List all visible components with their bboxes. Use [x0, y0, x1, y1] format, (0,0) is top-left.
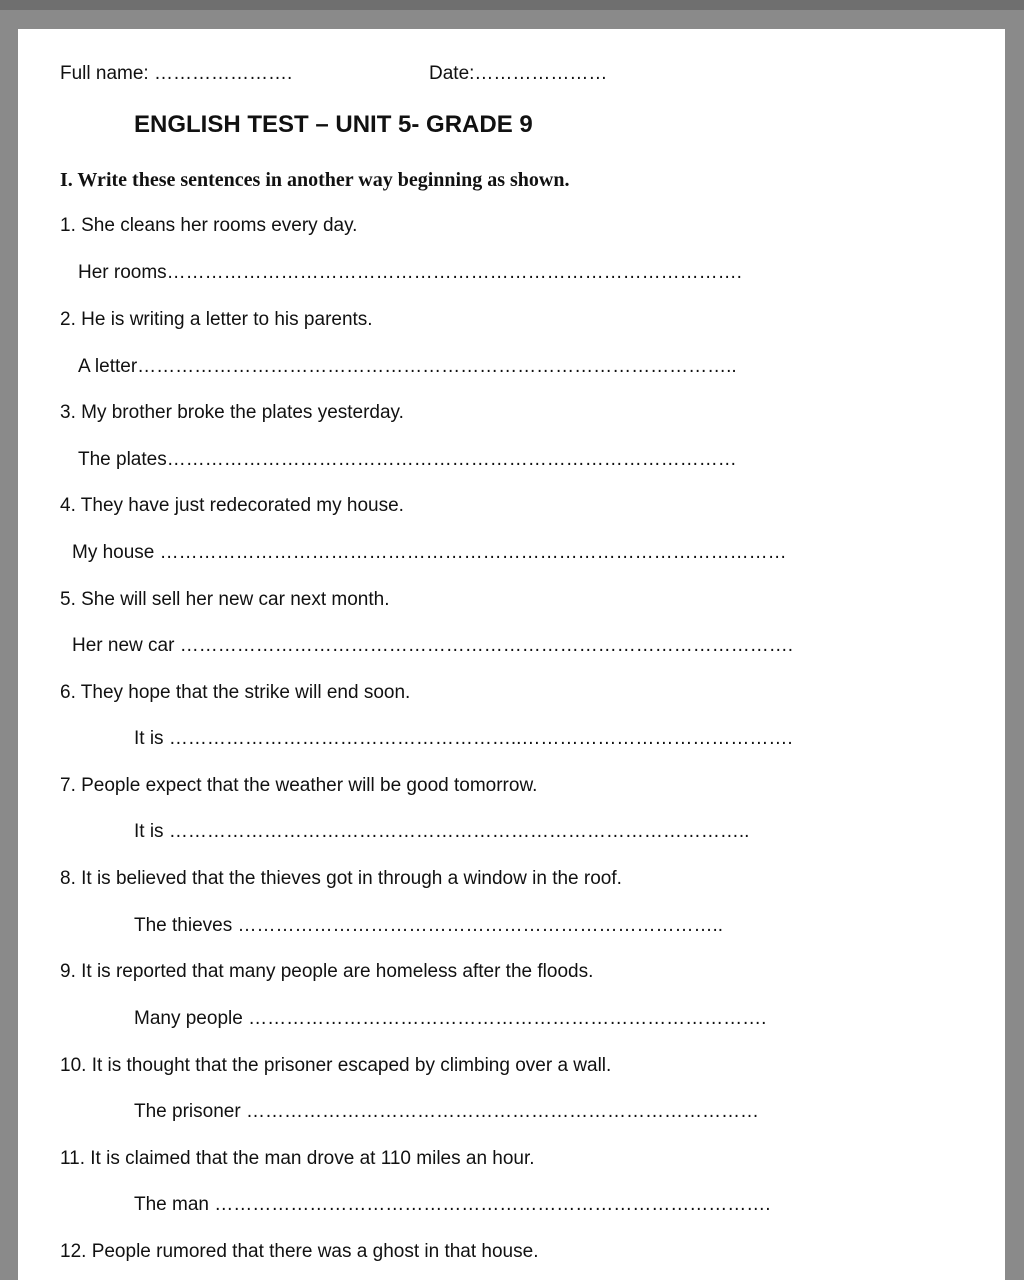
viewer-top-bar — [0, 0, 1024, 10]
full-name-field — [60, 63, 292, 85]
date-field — [429, 63, 607, 85]
answer-line: It is ……………………………………………………………………………….. — [134, 821, 750, 842]
question-sentence: 10. It is thought that the prisoner escaped by climbing over a wall. — [60, 1055, 612, 1076]
question-sentence: 1. She cleans her rooms every day. — [60, 215, 358, 236]
question-sentence: 3. My brother broke the plates yesterday. — [60, 402, 404, 423]
section-heading: I. Write these sentences in another way beginning as shown. — [60, 169, 570, 191]
answer-line: A letter………………………………………………………………………………….. — [78, 356, 737, 377]
question-sentence: 11. It is claimed that the man drove at 110 miles an hour. — [60, 1148, 535, 1169]
question-sentence: 2. He is writing a letter to his parents. — [60, 309, 373, 330]
question-sentence: 4. They have just redecorated my house. — [60, 495, 404, 516]
question-sentence: 12. People rumored that there was a ghost in that house. — [60, 1241, 539, 1262]
answer-line: It is ………………………………………………..……………………………………. — [134, 728, 793, 749]
answer-line: The prisoner ……………………………………………………………………… — [134, 1101, 759, 1122]
test-page — [18, 29, 1005, 1280]
page-title: ENGLISH TEST – UNIT 5- GRADE 9 — [134, 111, 533, 138]
answer-line: The plates……………………………………………………………………………… — [78, 449, 737, 470]
answer-line: The thieves ………………………………………………………………….. — [134, 915, 724, 936]
question-sentence: 5. She will sell her new car next month. — [60, 589, 390, 610]
question-sentence: 9. It is reported that many people are homeless after the floods. — [60, 961, 594, 982]
question-sentence: 8. It is believed that the thieves got in through a window in the roof. — [60, 868, 622, 889]
date-label: Date:………………… — [429, 63, 608, 84]
full-name-label: Full name: …………………. — [60, 63, 293, 84]
answer-line: Her rooms………………………………………………………………………………. — [78, 262, 742, 283]
answer-line: Many people ………………………………………………………………………. — [134, 1008, 767, 1029]
answer-line: My house ……………………………………………………………………………………… — [72, 542, 787, 563]
answer-line: Her new car ……………………………………………………………………………………. — [72, 635, 793, 656]
answer-line: The man ……………………………………………………………………………. — [134, 1194, 771, 1215]
question-sentence: 6. They hope that the strike will end soon. — [60, 682, 411, 703]
question-sentence: 7. People expect that the weather will be good tomorrow. — [60, 775, 538, 796]
